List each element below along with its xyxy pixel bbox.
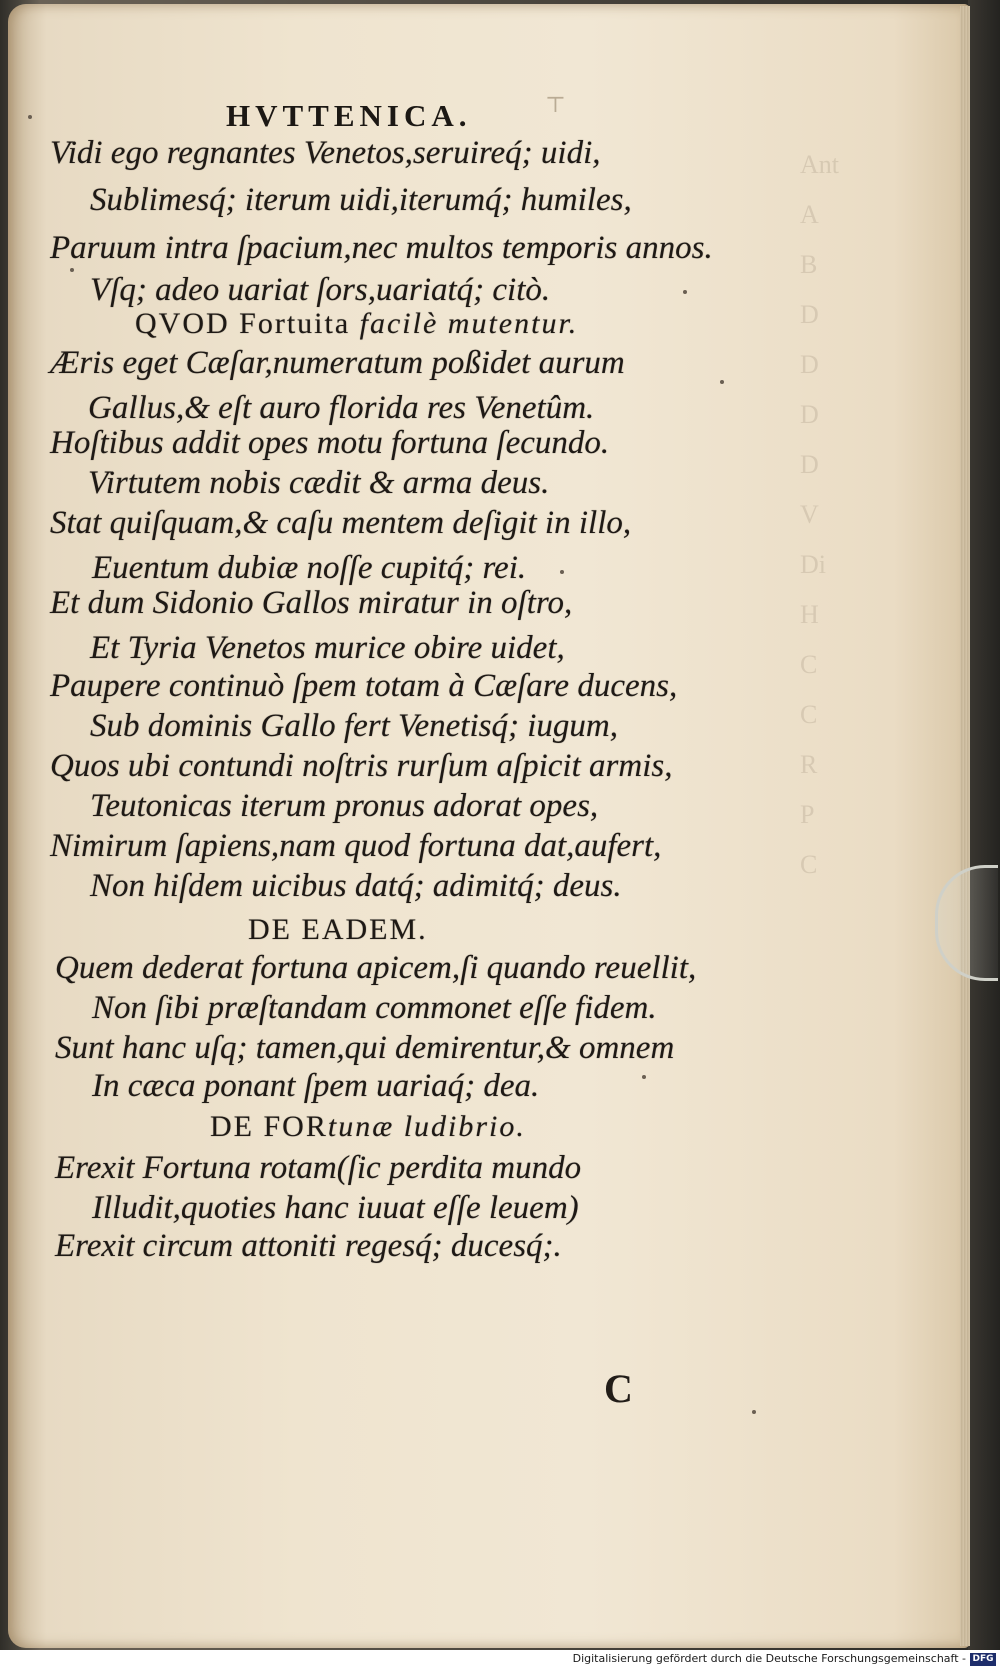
page-stack-edge xyxy=(960,6,970,1646)
heading-caps: QVOD Fortuita xyxy=(135,307,351,340)
heading-caps: DE FOR xyxy=(210,1110,328,1143)
show-through-text: Ant A B D D D D V Di H C C R P C xyxy=(800,150,839,879)
verse-line: Æris eget Cæſar,numeratum poßidet aurum xyxy=(50,345,625,381)
section-heading-de-eadem: DE EADEM. xyxy=(248,913,428,946)
section-heading-de-fortunae xyxy=(210,1110,526,1144)
verse-line: Virtutem nobis cædit & arma deus. xyxy=(88,465,550,501)
verse-line: Et dum Sidonio Gallos miratur in oſtro, xyxy=(50,585,573,621)
heading-rest: facilè mutentur. xyxy=(359,307,579,340)
catchword: C xyxy=(604,1366,633,1411)
verse-line: Paupere continuò ſpem totam à Cæſare ducens, xyxy=(50,668,678,704)
verse-line: Stat quiſquam,& caſu mentem deſigit in illo, xyxy=(50,505,632,541)
dfg-logo: DFG xyxy=(970,1653,996,1666)
digitization-footer xyxy=(0,1650,1000,1670)
footer-credit: Digitalisierung gefördert durch die Deutsche Forschungsgemeinschaft - xyxy=(572,1652,966,1665)
verse-line: Sub dominis Gallo fert Venetisq́; iugum, xyxy=(90,708,618,744)
verse-line: Teutonicas iterum pronus adorat opes, xyxy=(90,788,599,824)
book-right-edge xyxy=(968,0,1000,1650)
heading-rest: tunæ ludibrio. xyxy=(327,1110,526,1143)
verse-line: Erexit circum attoniti regesq́; ducesq́;. xyxy=(55,1228,562,1264)
verse-line: Illudit,quoties hanc iuuat eſſe leuem) xyxy=(92,1190,579,1226)
verse-line: Euentum dubiæ noſſe cupitq́; rei. xyxy=(92,550,527,586)
verse-line: Non hiſdem uicibus datq́; adimitq́; deus. xyxy=(90,868,622,904)
verse-line: Non ſibi præſtandam commonet eſſe fidem. xyxy=(92,990,657,1026)
verse-line: Hoſtibus addit opes motu fortuna ſecundo. xyxy=(50,425,610,461)
verse-line: Quem dederat fortuna apicem,ſi quando reuellit, xyxy=(55,950,697,986)
verse-line: Nimirum ſapiens,nam quod fortuna dat,aufert, xyxy=(50,828,662,864)
verse-line: Quos ubi contundi noſtris rurſum aſpicit armis, xyxy=(50,748,673,784)
verse-line: Vidi ego regnantes Venetos,seruireq́; uidi, xyxy=(50,135,601,171)
verse-line: Erexit Fortuna rotam(ſic perdita mundo xyxy=(55,1150,582,1186)
verse-line: Sunt hanc uſq; tamen,qui demirentur,& omnem xyxy=(55,1030,675,1066)
running-head: HVTTENICA. xyxy=(226,98,472,133)
page-mark: ⊤ xyxy=(545,92,566,117)
verse-line: Vſq; adeo uariat ſors,uariatq́; citò. xyxy=(90,272,551,308)
verse-line: Paruum intra ſpacium,nec multos temporis annos. xyxy=(50,230,713,266)
verse-line: Sublimesq́; iterum uidi,iterumq́; humiles, xyxy=(90,182,632,218)
section-heading-quod xyxy=(135,307,578,341)
verse-line: In cæca ponant ſpem uariaq́; dea. xyxy=(92,1068,540,1104)
verse-line: Gallus,& eſt auro florida res Venetûm. xyxy=(88,390,595,426)
verse-line: Et Tyria Venetos murice obire uidet, xyxy=(90,630,565,666)
